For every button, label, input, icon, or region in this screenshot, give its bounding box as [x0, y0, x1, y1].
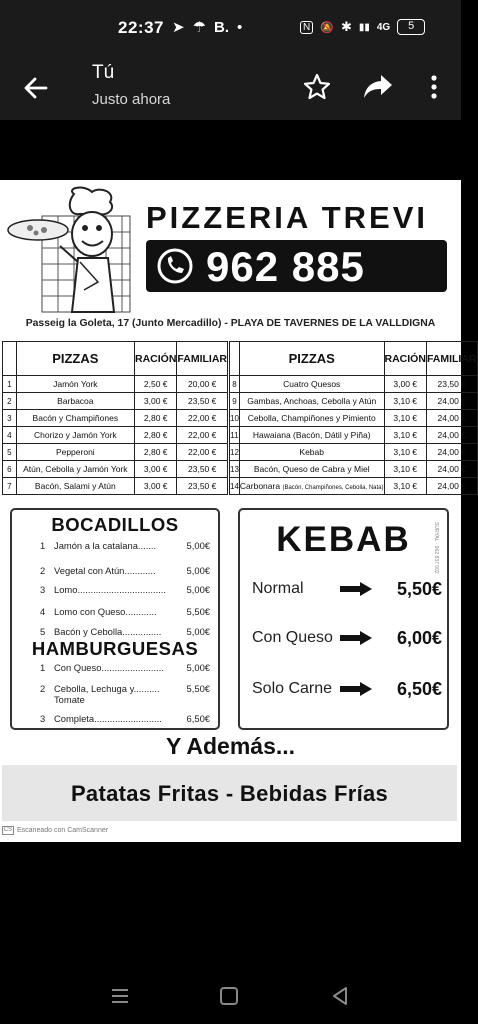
racion-header: RACIÓN	[134, 342, 176, 376]
pizza-name: Bacón y Champiñones	[16, 410, 134, 427]
scanner-text: Escaneado con CamScanner	[17, 827, 109, 834]
kebab-row	[252, 675, 442, 703]
status-time: 22:37	[118, 18, 164, 37]
phone-number: 962 885 151	[206, 243, 365, 338]
pizzas-header: PIZZAS	[239, 342, 384, 376]
familiar-price: 20,00 €	[177, 376, 228, 393]
ademas-heading: Y Además...	[165, 733, 296, 759]
familiar-price: 22,00 €	[177, 427, 228, 444]
pizza-number: 9	[230, 393, 240, 410]
table-row	[230, 478, 478, 495]
nav-back-icon[interactable]	[330, 985, 350, 1007]
list-item: 1 Con Queso........................ 5,00€	[40, 662, 210, 673]
kebab-row	[252, 575, 442, 603]
extras-banner	[2, 765, 457, 821]
pizza-name: Gambas, Anchoas, Cebolla y Atún	[239, 393, 384, 410]
familiar-price: 24,00 €	[426, 461, 477, 478]
list-item: 4 Lomo con Queso............ 5,50€	[40, 606, 210, 617]
notification-icons	[172, 18, 242, 36]
racion-price: 3,10 €	[384, 427, 426, 444]
pizza-name: Pepperoni	[16, 444, 134, 461]
pizza-name: Chorizo y Jamón York	[16, 427, 134, 444]
pizza-name: Cuatro Quesos	[239, 376, 384, 393]
table-row	[230, 427, 478, 444]
table-row	[3, 393, 228, 410]
pizza-name: Hawaiana (Bacón, Dátil y Piña)	[239, 427, 384, 444]
mute-icon: 🔕	[320, 21, 334, 34]
telegram-icon: ➤	[172, 19, 185, 36]
racion-price: 3,10 €	[384, 410, 426, 427]
scanner-watermark	[2, 826, 108, 835]
familiar-price: 24,00 €	[426, 427, 477, 444]
camscanner-logo: CS	[3, 827, 13, 833]
system-icons	[300, 19, 425, 35]
kebab-name: Con Queso	[252, 629, 333, 646]
pizzeria-name: PIZZERIA TREVI	[146, 200, 428, 235]
pizza-number: 3	[3, 410, 17, 427]
recents-icon[interactable]	[109, 986, 131, 1006]
table-row	[3, 461, 228, 478]
racion-price: 3,00 €	[134, 478, 176, 495]
kebab-row	[252, 624, 442, 652]
kebab-price: 6,00€	[396, 627, 442, 648]
num-header	[230, 342, 240, 376]
chef-logo	[8, 186, 136, 314]
pizza-table-right	[229, 341, 478, 495]
racion-header: RACIÓN	[384, 342, 426, 376]
list-item: 5 Bacón y Cebolla............... 5,00€	[40, 626, 210, 637]
pizza-name: Cebolla, Champiñones y Pimiento	[239, 410, 384, 427]
racion-price: 3,10 €	[384, 478, 426, 495]
forward-icon[interactable]	[362, 72, 394, 102]
kebab-name: Solo Carne	[252, 680, 333, 697]
pizza-table-left	[2, 341, 228, 495]
table-row	[3, 444, 228, 461]
pizza-name: Jamón York	[16, 376, 134, 393]
more-options-icon[interactable]	[424, 72, 444, 102]
num-header	[3, 342, 17, 376]
sender-name: Tú	[92, 62, 115, 83]
racion-price: 3,00 €	[134, 393, 176, 410]
table-row	[3, 427, 228, 444]
list-item: 1 Jamón a la catalana....... 5,00€	[40, 540, 210, 551]
bocadillos-title: BOCADILLOS	[51, 514, 179, 535]
pizza-number: 8	[230, 376, 240, 393]
arrow-right-icon	[338, 682, 374, 696]
arrow-right-icon	[338, 631, 374, 645]
pizza-name: Carbonara (Bacón, Champiñones, Cebolla, Nata)	[239, 478, 384, 495]
familiar-price: 24,00 €	[426, 478, 477, 495]
back-arrow-icon[interactable]	[20, 72, 52, 104]
pizza-number: 12	[230, 444, 240, 461]
status-bar	[0, 0, 461, 56]
kebab-title: KEBAB	[276, 520, 411, 559]
b-icon: B.	[214, 18, 230, 36]
pizza-number: 13	[230, 461, 240, 478]
dot-icon: •	[237, 18, 243, 36]
racion-price: 2,80 €	[134, 410, 176, 427]
signal-icon: ▮▮	[358, 21, 370, 33]
familiar-price: 24,00 €	[426, 410, 477, 427]
pizza-number: 14	[230, 478, 240, 495]
address: Passeig la Goleta, 17 (Junto Mercadillo) - PLAYA DE TAVERNES DE LA VALLDIGNA	[25, 318, 436, 329]
bluetooth-icon: ✱	[340, 19, 352, 34]
kebab-name: Normal	[252, 580, 304, 597]
familiar-price: 23,50 €	[177, 393, 228, 410]
network-4g-icon: 4G	[376, 21, 391, 33]
extras-text: Patatas Fritas - Bebidas Frías	[70, 781, 389, 806]
table-row	[3, 478, 228, 495]
table-row	[3, 410, 228, 427]
familiar-header: FAMILIAR	[426, 342, 477, 376]
navigation-bar	[0, 968, 461, 1024]
racion-price: 3,10 €	[384, 393, 426, 410]
familiar-header: FAMILIAR	[177, 342, 228, 376]
familiar-price: 23,50 €	[426, 376, 477, 393]
racion-price: 2,50 €	[134, 376, 176, 393]
pizza-number: 7	[3, 478, 17, 495]
racion-price: 3,10 €	[384, 444, 426, 461]
pizza-number: 6	[3, 461, 17, 478]
app-bar	[0, 56, 461, 120]
racion-price: 3,00 €	[384, 376, 426, 393]
pizza-name: Kebab	[239, 444, 384, 461]
table-row	[230, 393, 478, 410]
pizza-number: 10	[230, 410, 240, 427]
battery-icon: 5	[397, 19, 425, 35]
nfc-icon: N	[300, 21, 313, 34]
bocadillos-panel	[10, 508, 220, 730]
home-icon[interactable]	[220, 987, 238, 1005]
kebab-side-text: SURYAL · 962 837 002	[433, 522, 439, 574]
racion-price: 2,80 €	[134, 427, 176, 444]
table-row	[230, 461, 478, 478]
racion-price: 2,80 €	[134, 444, 176, 461]
pizza-name: Bacón, Salami y Atún	[16, 478, 134, 495]
star-icon[interactable]	[302, 72, 332, 102]
kebab-price: 6,50€	[396, 678, 442, 699]
familiar-price: 23,50 €	[177, 478, 228, 495]
list-item: 3 Completa.......................... 6,50€	[40, 713, 210, 724]
weather-icon: ☂	[192, 19, 207, 36]
kebab-panel	[238, 508, 449, 730]
table-row	[230, 444, 478, 461]
pizza-name: Bacón, Queso de Cabra y Miel	[239, 461, 384, 478]
menu-image[interactable]	[0, 180, 477, 842]
racion-price: 3,10 €	[384, 461, 426, 478]
list-item: 2 Vegetal con Atún............ 5,00€	[40, 565, 210, 576]
familiar-price: 24,00 €	[426, 444, 477, 461]
pizza-number: 5	[3, 444, 17, 461]
familiar-price: 22,00 €	[177, 444, 228, 461]
pizza-number: 1	[3, 376, 17, 393]
pizza-number: 2	[3, 393, 17, 410]
table-row	[230, 376, 478, 393]
message-time: Justo ahora	[92, 91, 171, 108]
list-item: 3 Lomo.................................. 5,00€	[40, 584, 210, 595]
pizza-number: 11	[230, 427, 240, 444]
familiar-price: 23,50 €	[177, 461, 228, 478]
familiar-price: 24,00 €	[426, 393, 477, 410]
kebab-price: 5,50€	[396, 578, 442, 599]
pizza-name: Atún, Cebolla y Jamón York	[16, 461, 134, 478]
familiar-price: 22,00 €	[177, 410, 228, 427]
racion-price: 3,00 €	[134, 461, 176, 478]
list-item: 2 Cebolla, Lechuga y.......... Tomate 5,50€	[40, 683, 210, 705]
table-row	[230, 410, 478, 427]
phone-icon	[156, 247, 194, 285]
arrow-right-icon	[338, 582, 374, 596]
table-row	[3, 376, 228, 393]
hamburguesas-title: HAMBURGUESAS	[31, 638, 199, 659]
pizzas-header: PIZZAS	[16, 342, 134, 376]
pizza-name: Barbacoa	[16, 393, 134, 410]
pizza-number: 4	[3, 427, 17, 444]
